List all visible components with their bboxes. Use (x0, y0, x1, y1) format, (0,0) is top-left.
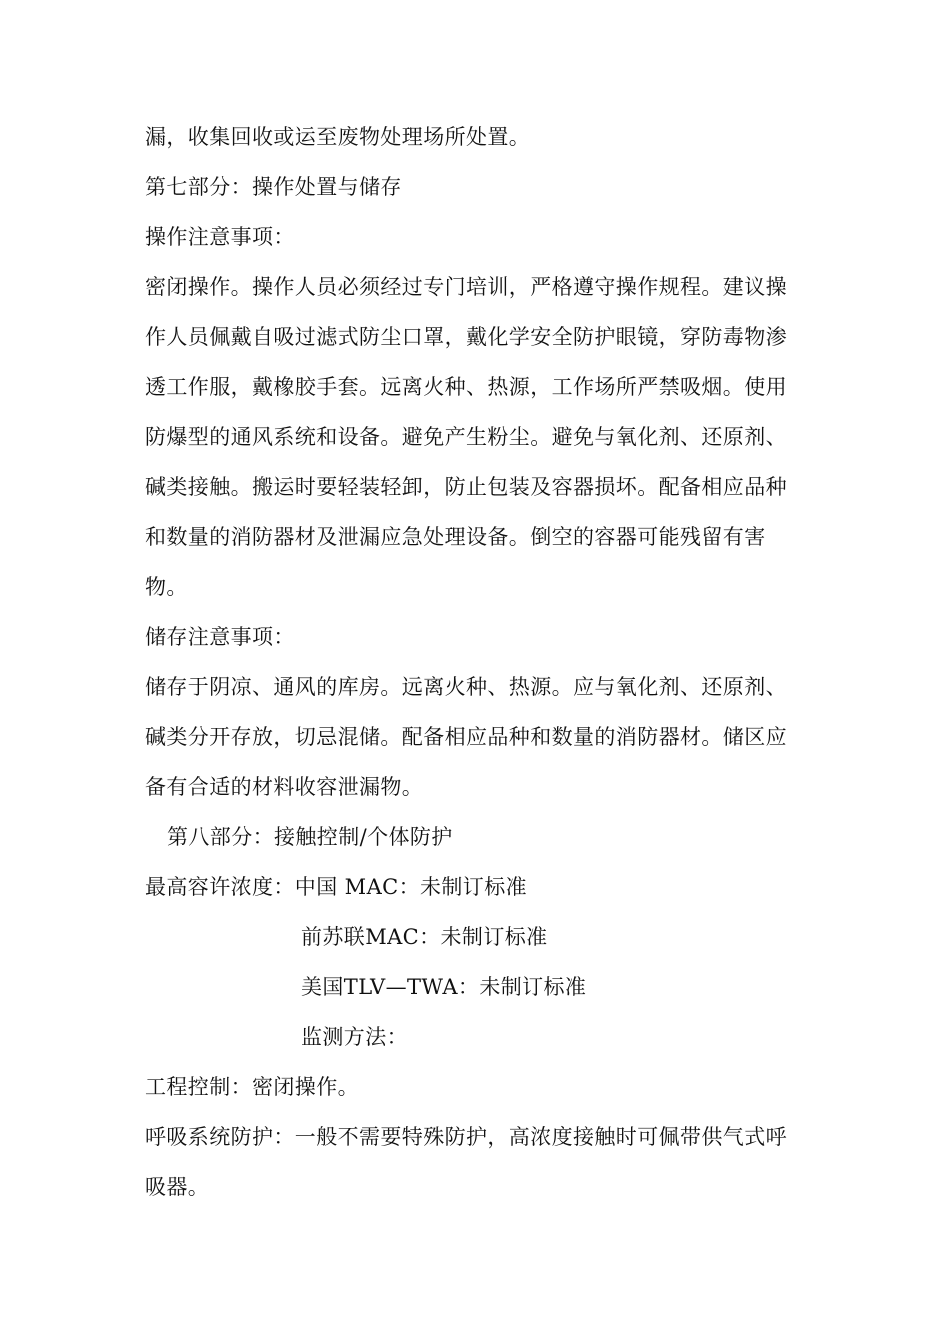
paragraph-line: 作人员佩戴自吸过滤式防尘口罩，戴化学安全防护眼镜，穿防毒物渗 (145, 325, 787, 349)
paragraph-line: 透工作服，戴橡胶手套。远离火种、热源，工作场所严禁吸烟。使用 (145, 375, 787, 399)
respiratory-protection: 呼吸系统防护：一般不需要特殊防护，高浓度接触时可佩带供气式呼 (145, 1125, 787, 1149)
section-heading-part-7: 第七部分：操作处置与储存 (145, 175, 402, 199)
paragraph-line: 和数量的消防器材及泄漏应急处理设备。倒空的容器可能残留有害 (145, 525, 766, 549)
exposure-limit-ussr: 前苏联MAC：未制订标准 (301, 925, 548, 949)
paragraph-line: 密闭操作。操作人员必须经过专门培训，严格遵守操作规程。建议操 (145, 275, 787, 299)
subheading-operation-notes: 操作注意事项： (145, 225, 295, 249)
paragraph-line: 碱类分开存放，切忌混储。配备相应品种和数量的消防器材。储区应 (145, 725, 787, 749)
exposure-limit-china: 最高容许浓度：中国 MAC：未制订标准 (145, 875, 528, 899)
exposure-limit-usa: 美国TLV—TWA：未制订标准 (301, 975, 587, 999)
engineering-control: 工程控制：密闭操作。 (145, 1075, 359, 1099)
paragraph-line: 备有合适的材料收容泄漏物。 (145, 775, 424, 799)
subheading-storage-notes: 储存注意事项： (145, 625, 295, 649)
paragraph-line: 储存于阴凉、通风的库房。远离火种、热源。应与氧化剂、还原剂、 (145, 675, 787, 699)
paragraph-line: 碱类接触。搬运时要轻装轻卸，防止包装及容器损坏。配备相应品种 (145, 475, 787, 499)
paragraph-line: 吸器。 (145, 1175, 210, 1199)
section-heading-part-8: 第八部分：接触控制/个体防护 (167, 825, 453, 849)
paragraph-line: 物。 (145, 575, 188, 599)
paragraph-line: 防爆型的通风系统和设备。避免产生粉尘。避免与氧化剂、还原剂、 (145, 425, 787, 449)
paragraph-line: 漏，收集回收或运至废物处理场所处置。 (145, 125, 531, 149)
document-body (145, 112, 815, 1212)
monitoring-method: 监测方法： (301, 1025, 408, 1049)
